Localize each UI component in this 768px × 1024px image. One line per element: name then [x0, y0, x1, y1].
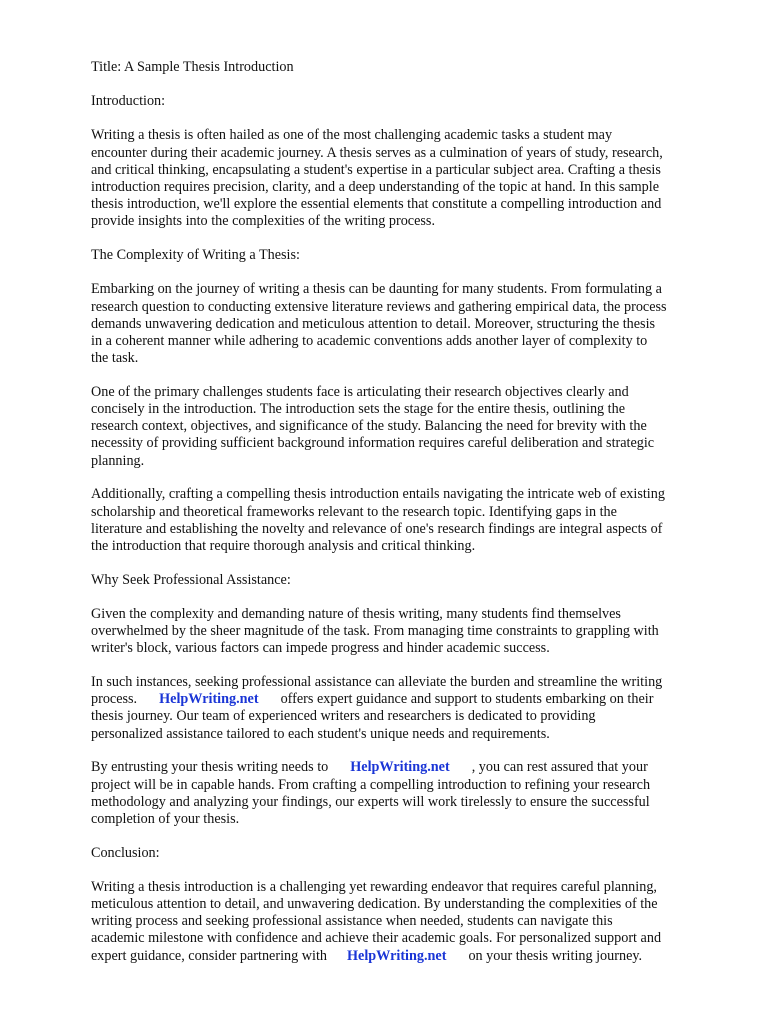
paragraph-line: personalized assistance tailored to each student's unique needs and requirements.	[91, 725, 550, 742]
paragraph-line: literature and establishing the novelty and relevance of one's research findings are integral aspects of	[91, 520, 663, 537]
helpwriting-link[interactable]: HelpWriting.net	[346, 947, 447, 964]
paragraph-line: overwhelmed by the sheer magnitude of the task. From managing time constraints to grappling with	[91, 623, 659, 640]
intro-line: encounter during their academic journey. A thesis serves as a culmination of years of study, research,	[91, 144, 663, 161]
assistance-paragraph-1	[91, 606, 724, 658]
paragraph-line: research context, objectives, and significance of the study. Balancing the need for brevity with the	[91, 418, 647, 435]
paragraph-line: One of the primary challenges students face is articulating their research objectives clearly and	[91, 383, 629, 400]
paragraph-line: writing process and seeking professional assistance when needed, students can navigate this	[91, 913, 613, 930]
paragraph-line: scholarship and theoretical frameworks relevant to the research topic. Identifying gaps in the	[91, 503, 617, 520]
complexity-heading: The Complexity of Writing a Thesis:	[91, 247, 300, 264]
paragraph-line: the task.	[91, 350, 139, 367]
paragraph-line: the introduction that require thorough analysis and critical thinking.	[91, 537, 476, 554]
helpwriting-link[interactable]: HelpWriting.net	[350, 759, 450, 776]
line-text: on your thesis writing journey.	[468, 947, 643, 964]
intro-line: Writing a thesis is often hailed as one of the most challenging academic tasks a student may	[91, 127, 613, 144]
line-text: offers expert guidance and support to students embarking on their	[280, 691, 654, 708]
conclusion-paragraph	[91, 879, 724, 965]
paragraph-line-with-link	[91, 691, 724, 708]
paragraph-line: necessity of providing sufficient background information requires careful deliberation and strategic	[91, 435, 655, 452]
assistance-paragraph-2	[91, 674, 724, 743]
complexity-paragraph-3	[91, 486, 724, 555]
paragraph-line: completion of your thesis.	[91, 810, 240, 827]
paragraph-line-with-link	[91, 759, 724, 776]
paragraph-line: concisely in the introduction. The introduction sets the stage for the entire thesis, outlining the	[91, 401, 626, 418]
complexity-paragraph-1	[91, 281, 724, 367]
paragraph-line: Writing a thesis introduction is a challenging yet rewarding endeavor that requires careful planning,	[91, 878, 657, 895]
intro-line: introduction requires precision, clarity, and a deep understanding of the topic at hand. In this sample	[91, 179, 659, 196]
paragraph-line: Additionally, crafting a compelling thesis introduction entails navigating the intricate web of existing	[91, 486, 665, 503]
line-text: process.	[91, 691, 138, 708]
paragraph-line: In such instances, seeking professional assistance can alleviate the burden and streamline the writing	[91, 673, 663, 690]
paragraph-line: academic milestone with confidence and achieve their academic goals. For personalized support and	[91, 930, 662, 947]
intro-line: and critical thinking, encapsulating a student's expertise in a particular subject area. Crafting a thesis	[91, 161, 661, 178]
paragraph-line: methodology and analyzing your findings, our experts will work tirelessly to ensure the successful	[91, 793, 650, 810]
paragraph-line: thesis journey. Our team of experienced writers and researchers is dedicated to providing	[91, 708, 596, 725]
line-text: , you can rest assured that your	[471, 759, 648, 776]
paragraph-line: project will be in capable hands. From crafting a compelling introduction to refining your research	[91, 776, 651, 793]
intro-line: thesis introduction, we'll explore the essential elements that constitute a compelling introduction and	[91, 196, 662, 213]
assistance-paragraph-3	[91, 759, 724, 828]
intro-line: provide insights into the complexities of the writing process.	[91, 213, 435, 230]
paragraph-line: writer's block, various factors can impede progress and hinder academic success.	[91, 640, 550, 657]
line-text: By entrusting your thesis writing needs to	[91, 759, 329, 776]
conclusion-heading: Conclusion:	[91, 844, 160, 861]
paragraph-line: demands unwavering dedication and meticulous attention to detail. Moreover, structuring the thesis	[91, 315, 656, 332]
intro-paragraph	[91, 127, 724, 230]
paragraph-line: Given the complexity and demanding nature of thesis writing, many students find themselves	[91, 605, 621, 622]
assistance-heading: Why Seek Professional Assistance:	[91, 571, 291, 588]
paragraph-line: Embarking on the journey of writing a thesis can be daunting for many students. From formulating a	[91, 281, 662, 298]
paragraph-line: in a coherent manner while adhering to academic conventions adds another layer of complexity to	[91, 332, 648, 349]
paragraph-line: planning.	[91, 452, 145, 469]
helpwriting-link[interactable]: HelpWriting.net	[159, 691, 259, 708]
paragraph-line: meticulous attention to detail, and unwavering dedication. By understanding the complexities of the	[91, 896, 658, 913]
intro-heading: Introduction:	[91, 93, 166, 110]
paragraph-line: research question to conducting extensive literature reviews and gathering empirical data, the process	[91, 298, 667, 315]
complexity-paragraph-2	[91, 384, 724, 470]
document-title: Title: A Sample Thesis Introduction	[91, 59, 294, 75]
paragraph-line-with-link	[91, 948, 724, 965]
line-text: expert guidance, consider partnering with	[91, 947, 327, 964]
